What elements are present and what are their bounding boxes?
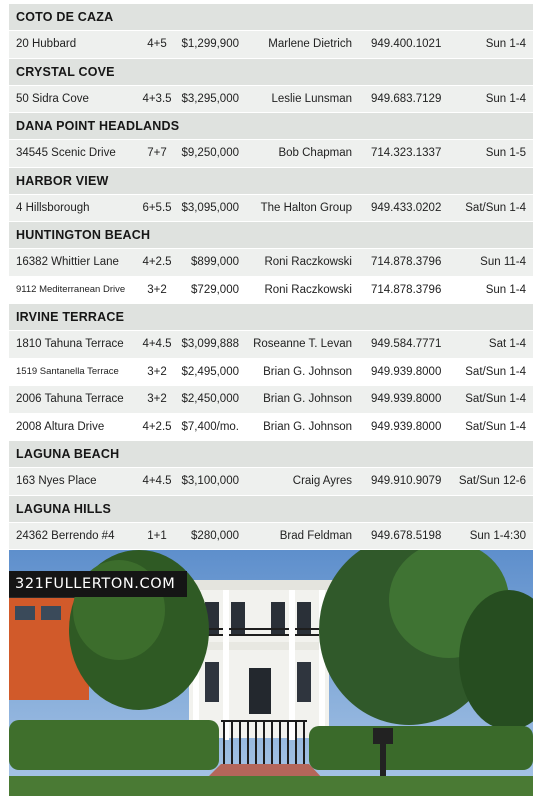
section-rows [9, 140, 533, 168]
listing-price: $1,299,900 [181, 38, 239, 50]
listing-row [9, 386, 533, 414]
listing-price: $3,099,888 [181, 338, 239, 350]
listing-section [9, 441, 533, 496]
listing-phone: 949.584.7771 [371, 338, 442, 350]
listing-phone: 714.323.1337 [371, 147, 442, 159]
listing-price: $2,495,000 [181, 365, 239, 378]
section-rows [9, 31, 533, 59]
listing-section [9, 168, 533, 223]
listing-address: 1810 Tahuna Terrace [16, 338, 124, 350]
listing-bed-bath: 4+3.5 [142, 92, 172, 105]
listing-section [9, 222, 533, 304]
open-house-listings [9, 4, 533, 550]
listing-price: $899,000 [191, 256, 239, 268]
listing-address: 163 Nyes Place [16, 475, 97, 487]
listing-agent: Leslie Lunsman [271, 92, 352, 105]
listing-row [9, 195, 533, 223]
section-heading: CRYSTAL COVE [9, 59, 533, 85]
section-rows [9, 468, 533, 496]
listing-open-hours: Sat/Sun 1-4 [465, 365, 526, 378]
listing-agent: Craig Ayres [292, 475, 352, 487]
listing-open-hours: Sun 11-4 [480, 256, 526, 268]
section-rows [9, 195, 533, 223]
listing-address: 24362 Berrendo #4 [16, 529, 115, 542]
listing-phone: 949.939.8000 [371, 420, 442, 433]
section-heading: LAGUNA HILLS [9, 496, 533, 522]
section-rows [9, 249, 533, 304]
listing-agent: Brian G. Johnson [263, 365, 352, 378]
hedge-right [309, 726, 533, 770]
listing-row [9, 140, 533, 168]
listing-section [9, 59, 533, 114]
listing-open-hours: Sat/Sun 1-4 [465, 201, 526, 214]
listing-open-hours: Sun 1-4 [485, 38, 526, 50]
listing-price: $3,095,000 [181, 201, 239, 214]
listing-address: 1519 Santanella Terrace [16, 365, 119, 377]
listing-phone: 949.939.8000 [371, 393, 442, 405]
listing-bed-bath: 1+1 [147, 529, 167, 542]
section-heading: LAGUNA BEACH [9, 441, 533, 467]
listing-agent: Bob Chapman [278, 147, 352, 159]
listing-phone: 714.878.3796 [371, 256, 442, 268]
section-rows [9, 331, 533, 441]
listing-price: $7,400/mo. [181, 420, 239, 433]
listing-open-hours: Sat/Sun 1-4 [465, 393, 526, 405]
listing-bed-bath: 3+2 [147, 365, 167, 378]
listing-agent: Roni Raczkowski [264, 256, 352, 268]
listing-phone: 949.400.1021 [371, 38, 442, 50]
listing-row [9, 523, 533, 551]
listing-row [9, 31, 533, 59]
listing-section [9, 4, 533, 59]
listing-price: $280,000 [191, 529, 239, 542]
listing-open-hours: Sat 1-4 [488, 338, 526, 350]
listing-bed-bath: 6+5.5 [142, 201, 172, 214]
listing-agent: The Halton Group [260, 201, 352, 214]
listing-address: 2008 Altura Drive [16, 420, 105, 433]
listing-bed-bath: 4+2.5 [142, 256, 172, 268]
listing-price: $9,250,000 [181, 147, 239, 159]
section-rows [9, 86, 533, 114]
listing-address: 34545 Scenic Drive [16, 147, 116, 159]
listing-row [9, 414, 533, 442]
listing-address: 9112 Mediterranean Drive [16, 283, 126, 295]
listing-bed-bath: 4+2.5 [142, 420, 172, 433]
listing-price: $3,100,000 [181, 475, 239, 487]
section-heading: IRVINE TERRACE [9, 304, 533, 330]
listing-row [9, 249, 533, 277]
listing-address: 20 Hubbard [16, 38, 77, 50]
listing-bed-bath: 3+2 [147, 283, 167, 296]
listing-agent: Roseanne T. Levan [253, 338, 352, 350]
listing-bed-bath: 3+2 [147, 393, 167, 405]
listing-phone: 949.910.9079 [371, 475, 442, 487]
section-rows [9, 523, 533, 551]
listing-open-hours: Sat/Sun 1-4 [465, 420, 526, 433]
listing-address: 4 Hillsborough [16, 201, 90, 214]
section-heading: HUNTINGTON BEACH [9, 222, 533, 248]
listing-section [9, 496, 533, 551]
listing-row [9, 359, 533, 387]
listing-agent: Brian G. Johnson [263, 420, 352, 433]
listing-open-hours: Sat/Sun 12-6 [458, 475, 526, 487]
listing-bed-bath: 4+4.5 [142, 338, 172, 350]
listing-address: 16382 Whittier Lane [16, 256, 119, 268]
listing-address: 2006 Tahuna Terrace [16, 393, 124, 405]
listing-phone: 714.878.3796 [371, 283, 442, 296]
listing-agent: Brad Feldman [279, 529, 352, 542]
listing-agent: Marlene Dietrich [268, 38, 352, 50]
listing-address: 50 Sidra Cove [16, 92, 89, 105]
listing-bed-bath: 4+4.5 [142, 475, 172, 487]
listing-phone: 949.939.8000 [371, 365, 442, 378]
listing-row [9, 468, 533, 496]
listing-agent: Brian G. Johnson [263, 393, 352, 405]
listing-open-hours: Sun 1-4 [485, 283, 526, 296]
listing-section [9, 113, 533, 168]
featured-home-photo [9, 550, 533, 796]
listing-open-hours: Sun 1-4 [485, 92, 526, 105]
listing-bed-bath: 7+7 [147, 147, 167, 159]
section-heading: COTO DE CAZA [9, 4, 533, 30]
front-door [249, 668, 271, 714]
listing-row [9, 277, 533, 305]
listing-phone: 949.678.5198 [371, 529, 442, 542]
listing-open-hours: Sun 1-5 [485, 147, 526, 159]
listing-price: $3,295,000 [181, 92, 239, 105]
listing-phone: 949.433.0202 [371, 201, 442, 214]
listing-row [9, 86, 533, 114]
listing-price: $729,000 [191, 283, 239, 296]
listing-bed-bath: 4+5 [147, 38, 167, 50]
website-label: 321FULLERTON.COM [9, 571, 187, 597]
listing-agent: Roni Raczkowski [264, 283, 352, 296]
listing-section [9, 304, 533, 441]
listing-row [9, 331, 533, 359]
section-heading: DANA POINT HEADLANDS [9, 113, 533, 139]
section-heading: HARBOR VIEW [9, 168, 533, 194]
listing-open-hours: Sun 1-4:30 [469, 529, 526, 542]
listing-price: $2,450,000 [181, 393, 239, 405]
hedge-left [9, 720, 219, 770]
listing-phone: 949.683.7129 [371, 92, 442, 105]
